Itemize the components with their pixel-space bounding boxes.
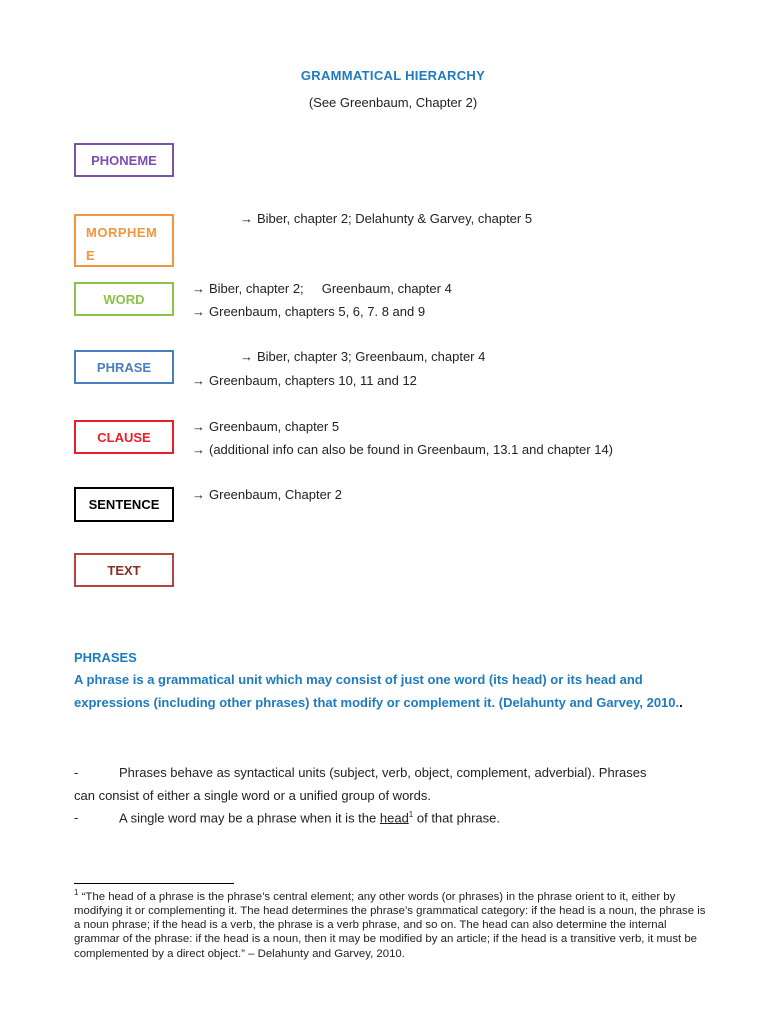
phrase-ref-2: → Greenbaum, chapters 10, 11 and 12 <box>192 373 417 388</box>
text-box <box>74 553 174 587</box>
word-ref-2: → Greenbaum, chapters 5, 6, 7. 8 and 9 <box>192 304 426 319</box>
footnote <box>74 886 714 961</box>
arrow-icon: → <box>192 487 205 502</box>
clause-label: CLAUSE <box>97 429 151 445</box>
bullet-1-text: Phrases behave as syntactical units (subject, verb, object, complement, adverbial). Phrases <box>119 765 647 780</box>
morpheme-box <box>74 214 174 267</box>
morpheme-ref-1: → Biber, chapter 2; Delahunty & Garvey, chapter 5 <box>240 211 533 226</box>
clause-ref-1: → Greenbaum, chapter 5 <box>192 419 340 434</box>
morpheme-label-line2: E <box>86 248 96 263</box>
footnote-marker: 1 <box>74 888 79 897</box>
phrase-definition: A phrase is a grammatical unit which may consist of just one word (its head) or its head and expressions (including other phrases) that modify or complement it. (Delahunty and Garvey, 2010.. <box>74 672 683 710</box>
footnote-ref[interactable]: 1 <box>408 810 414 819</box>
arrow-icon: → <box>192 281 205 296</box>
phrase-ref-1: → Biber, chapter 3; Greenbaum, chapter 4 <box>240 349 486 364</box>
phrase-label: PHRASE <box>96 359 152 375</box>
bullet-1-continuation: can consist of either a single word or a unified group of words. <box>74 788 431 803</box>
phrase-box <box>74 350 174 384</box>
clause-box <box>74 420 174 454</box>
clause-ref-2: → (additional info can also be found in Greenbaum, 13.1 and chapter 14) <box>192 442 613 457</box>
sentence-box <box>74 487 174 522</box>
sentence-ref-1: → Greenbaum, Chapter 2 <box>192 487 342 502</box>
arrow-icon: → <box>240 211 253 226</box>
phoneme-label: PHONEME <box>91 152 157 168</box>
morpheme-label-line1: MORPHEM <box>86 225 158 240</box>
bullet-2-text: A single word may be a phrase when it is the head$^1$ of that phrase. <box>119 810 500 826</box>
arrow-icon: → <box>192 373 205 388</box>
page-title: GRAMMATICAL HIERARCHY <box>300 68 486 83</box>
footnote-text: “The head of a phrase is the phrase’s central element; any other words (or phrases) in the phrase orient to it, either by modifying it or complementing it. The head determines the phrase’s grammatical category: if the head is a noun, the phrase is a noun phrase; if the head is a verb, the phrase is a verb phrase, and so on. The head can also determine the internal grammar of the phrase: if the head is a noun, then it may be modified by an article; if the head is a transitive verb, it must be complemented by a direct object.” – Delahunty and Garvey, 2010. <box>74 890 706 960</box>
footnote-separator <box>74 883 234 884</box>
page-subtitle: (See Greenbaum, Chapter 2) <box>308 95 478 110</box>
bullet-dash: - <box>74 810 79 825</box>
arrow-icon: → <box>192 442 205 457</box>
bullet-dash: - <box>74 765 79 780</box>
phoneme-box <box>74 143 174 177</box>
arrow-icon: → <box>192 304 205 319</box>
text-label: TEXT <box>107 562 141 578</box>
word-box <box>74 282 174 316</box>
word-label: WORD <box>103 291 145 307</box>
head-footnote-link[interactable]: head <box>379 810 409 826</box>
arrow-icon: → <box>240 349 253 364</box>
word-ref-1: → Biber, chapter 2; Greenbaum, chapter 4 <box>192 281 452 296</box>
sentence-label: SENTENCE <box>88 497 160 512</box>
phrases-heading: PHRASES <box>74 650 137 665</box>
arrow-icon: → <box>192 419 205 434</box>
